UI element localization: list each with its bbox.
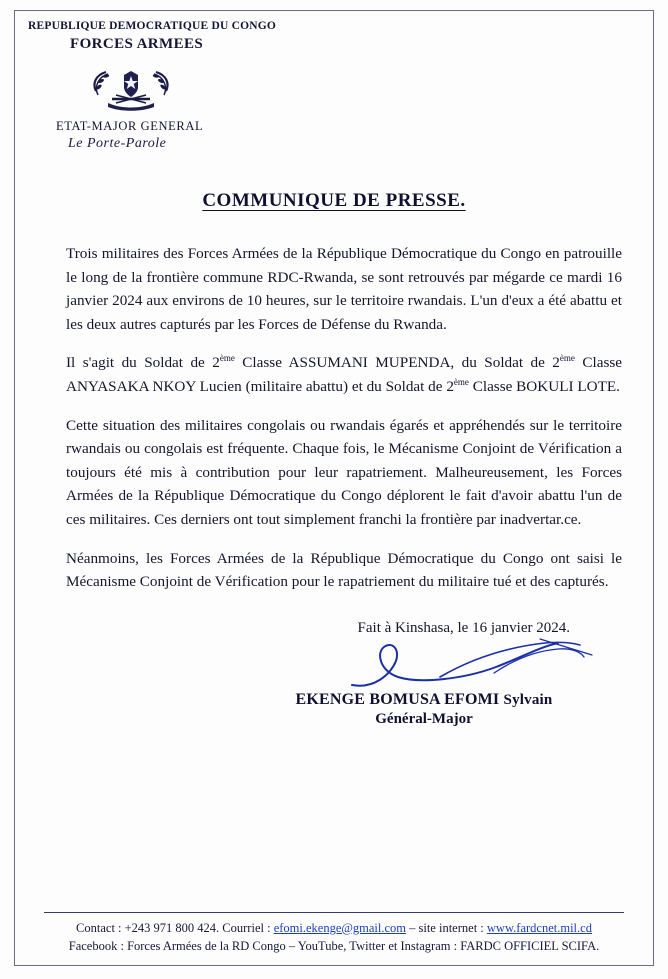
footer-contact-line [24,919,644,937]
handwritten-signature-icon [344,633,604,700]
letterhead-country: REPUBLIQUE DEMOCRATIQUE DU CONGO [28,20,277,32]
soldiers-prefix: Il s'agit du Soldat de 2 [66,354,220,372]
letterhead-role: Le Porte-Parole [68,136,167,151]
document-body [24,242,644,594]
soldiers-mid-2: Classe ANYASAKA NKOY Lucien (militaire abattu) et du Soldat de 2 [66,354,622,395]
signer-lastname: EKENGE BOMUSA EFOMI [295,690,500,708]
letterhead-department: ETAT-MAJOR GENERAL [56,119,204,133]
soldiers-sup-3: ème [453,376,469,387]
page-title: COMMUNIQUE DE PRESSE. [202,190,466,211]
soldiers-sup-1: ème [219,353,235,364]
soldiers-mid-1: Classe ASSUMANI MUPENDA, du Soldat de 2 [234,354,560,372]
letterhead [24,20,644,152]
paragraph-soldiers [66,351,622,398]
paragraph-3: Néanmoins, les Forces Armées de la République Démocratique du Congo ont saisi le Mécanisme Conjoint de Vérification pour le rapatriement du militaire tué et des capturés. [66,549,622,591]
footer-website-link[interactable]: www.fardcnet.mil.cd [486,920,592,935]
paragraph-2: Cette situation des militaires congolais ou rwandais égarés et appréhendés sur le territoire rwandais ou congolais est fréquente. Chaque fois, le Mécanisme Conjoint de Vérification a toujours été mis à contribution pour leur rapatriement. Malheureusement, les Forces Armées de la République Démocratique du Congo déplorent le fait d'avoir abattu l'un de ces militaires. Ces derniers ont tout simplement franchi la frontière par inadvertar.ce. [66,416,622,528]
footer-contact-prefix: Contact : +243 971 800 424. Courriel : [76,920,274,935]
signature-area [24,637,644,697]
signer-rank: Général-Major [375,710,473,727]
footer-email-link[interactable]: efomi.ekenge@gmail.com [273,920,406,935]
document-footer [24,912,644,955]
document-content [24,20,644,956]
footer-divider [44,912,624,913]
paragraph-1: Trois militaires des Forces Armées de la République Démocratique du Congo en patrouille le long de la frontière commune RDC-Rwanda, se sont retrouvés par mégarde ce mardi 16 janvier 2024 aux environs de 10 heures, sur le territoire rwandais. L'un d'eux a été abattu et les deux autres capturés par les Forces de Défense du Rwanda. [66,245,622,333]
letterhead-organization: FORCES ARMEES [70,36,204,52]
signer-firstname: Sylvain [503,691,553,708]
footer-contact-mid: – site internet : [406,920,487,935]
place-and-date: Fait à Kinshasa, le 16 janvier 2024. [357,619,570,636]
fardc-emblem-icon [86,65,176,113]
soldiers-mid-3: Classe BOKULI LOTE. [468,378,620,395]
footer-social-line: Facebook : Forces Armées de la RD Congo – YouTube, Twitter et Instagram : FARDC OFFICIEL SCIFA. [68,938,600,953]
soldiers-sup-2: ème [559,353,575,364]
